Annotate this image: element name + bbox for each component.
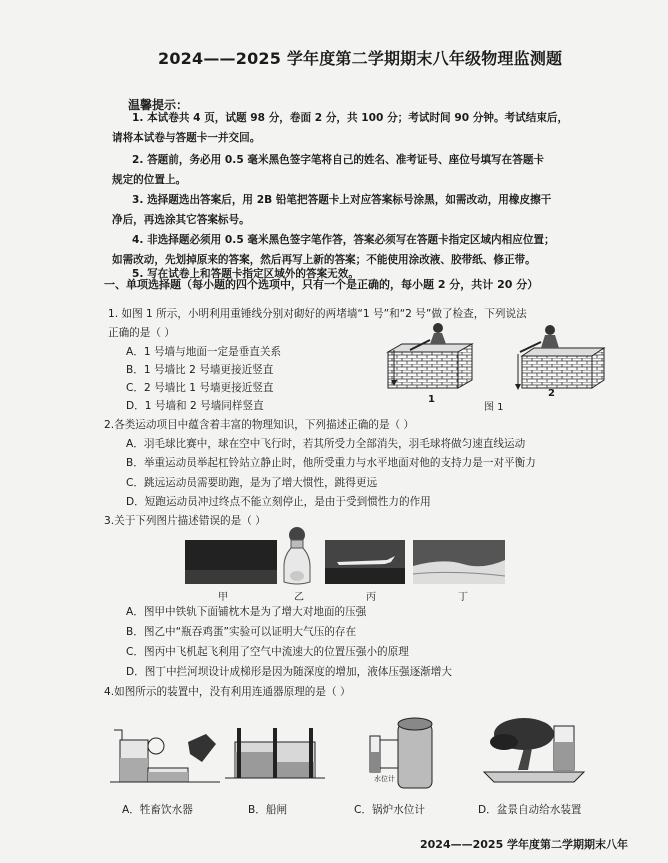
q4-stem: 4.如图所示的装置中，没有利用连通器原理的是（ ） — [104, 686, 351, 698]
q1-wall2-label: 2 — [548, 388, 555, 399]
q4-option-c: C．锅炉水位计 — [354, 804, 425, 816]
q3-label-ding: 丁 — [458, 592, 468, 603]
q1-option-d: D．1 号墙和 2 号墙同样竖直 — [126, 400, 264, 412]
q3-option-c: C．图丙中飞机起飞利用了空气中流速大的位置压强小的原理 — [126, 646, 409, 658]
q1-figure-caption: 图 1 — [484, 402, 504, 413]
tip-line: 1. 本试卷共 4 页，试题 98 分，卷面 2 分，共 100 分；考试时间 90 分钟。考试结束后， — [132, 112, 569, 124]
tip-line: 请将本试卷与答题卡一并交回。 — [112, 132, 261, 144]
exam-title: 2024——2025 学年度第二学期期末八年级物理监测题 — [158, 49, 563, 68]
q1-wall1-label: 1 — [428, 394, 435, 405]
tip-line: 规定的位置上。 — [112, 174, 187, 186]
q1-stem-line1: 1. 如图 1 所示，小明利用重锤线分别对砌好的两堵墙“1 号”和“2 号”做了检查，下列说法 — [108, 308, 527, 320]
q3-photo-bottle-egg — [282, 526, 312, 586]
q4-fig-ship-lock — [225, 722, 325, 790]
q2-option-c: C．跳远运动员需要助跑，是为了增大惯性，跳得更远 — [126, 477, 378, 489]
q1-option-a: A．1 号墙与地面一定是垂直关系 — [126, 346, 282, 358]
q1-option-b: B．1 号墙比 2 号墙更接近竖直 — [126, 364, 274, 376]
q2-option-a: A．羽毛球比赛中，球在空中飞行时，若其所受力全部消失，羽毛球将做匀速直线运动 — [126, 438, 526, 450]
q2-option-d: D．短跑运动员冲过终点不能立刻停止，是由于受到惯性力的作用 — [126, 496, 431, 508]
page-footer: 2024——2025 学年度第二学期期末八年 — [420, 838, 629, 851]
q1-option-c: C．2 号墙比 1 号墙更接近竖直 — [126, 382, 274, 394]
tips-heading: 温馨提示： — [128, 98, 189, 112]
q2-option-b: B．举重运动员举起杠铃站立静止时，他所受重力与水平地面对他的支持力是一对平衡力 — [126, 457, 536, 469]
q4-fig-livestock-drinker — [110, 710, 220, 790]
q4-gauge-label: 水位计 — [374, 775, 395, 783]
q3-label-bing: 丙 — [366, 592, 376, 603]
tip-line: 5. 写在试卷上和答题卡指定区域外的答案无效。 — [132, 268, 359, 280]
section-heading: 一、单项选择题（每小题的四个选项中，只有一个是正确的，每小题 2 分，共计 20 分） — [104, 278, 539, 291]
q3-photo-airplane — [325, 540, 405, 584]
tip-line: 净后，再选涂其它答案标号。 — [112, 214, 250, 226]
q2-stem: 2.各类运动项目中蕴含着丰富的物理知识，下列描述正确的是（ ） — [104, 419, 415, 431]
tip-line: 如需改动，先划掉原来的答案，然后再写上新的答案；不能使用涂改液、胶带纸、修正带。 — [112, 254, 536, 266]
q1-stem-line2: 正确的是（ ） — [108, 327, 175, 339]
q3-label-yi: 乙 — [294, 592, 304, 603]
q1-wall-figure — [380, 322, 630, 394]
q4-option-b: B．船闸 — [248, 804, 288, 816]
q3-option-b: B．图乙中“瓶吞鸡蛋”实验可以证明大气压的存在 — [126, 626, 357, 638]
tip-line: 2. 答题前，务必用 0.5 毫米黑色签字笔将自己的姓名、准考证号、座位号填写在答题卡 — [132, 154, 545, 166]
q3-label-jia: 甲 — [218, 592, 228, 603]
q4-option-d: D．盆景自动给水装置 — [478, 804, 582, 816]
q3-photo-dam — [413, 540, 505, 584]
q3-option-a: A．图甲中铁轨下面铺枕木是为了增大对地面的压强 — [126, 606, 367, 618]
tip-line: 4. 非选择题必须用 0.5 毫米黑色签字笔作答，答案必须写在答题卡指定区域内相应位置； — [132, 234, 555, 246]
q4-fig-bonsai-waterer — [474, 708, 594, 792]
q4-option-a: A．牲畜饮水器 — [122, 804, 193, 816]
q3-photo-railway — [185, 540, 277, 584]
q3-stem: 3.关于下列图片描述错误的是（ ） — [104, 515, 266, 527]
q3-option-d: D．图丁中拦河坝设计成梯形是因为随深度的增加，液体压强逐渐增大 — [126, 666, 452, 678]
tip-line: 3. 选择题选出答案后，用 2B 铅笔把答题卡上对应答案标号涂黑，如需改动，用橡皮擦干 — [132, 194, 552, 206]
